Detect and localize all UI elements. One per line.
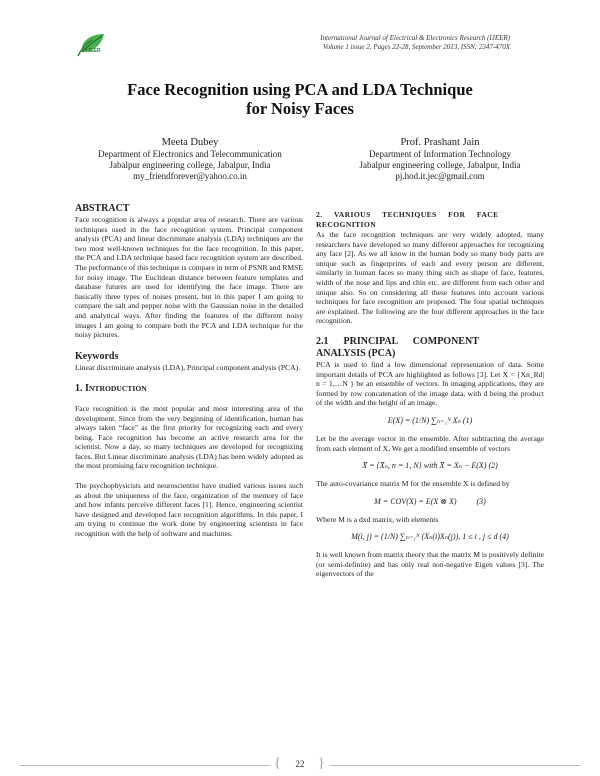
section21-heading-line1: 2.1 PRINCIPAL COMPONENT xyxy=(316,335,479,347)
section2-text: As the face recognition techniques are very widely adopted, many researchers have developed so many different approaches for recognizing any face [2]. As we all know in the human body so many body parts are unique such as fingerprints of each and every person are different, similarly in human faces so many thing such as shape of face, features, width of the nose and lips and chin etc. are different from each other and unique also. So on considering all these features into account various techniques for face recognition are proposed. The four spatial techniques are explained. The following are the four different approaches in the face recognition. xyxy=(316,230,544,326)
author-inst: Jabalpur engineering college, Jabalpur, India xyxy=(109,160,271,170)
equation-4: M(i, j) = (1/N) ∑ₙ₌₁ᴺ (Xₙ(i)Xₙ(j)), 1 ≤ i , j ≤ d (4) xyxy=(351,532,509,542)
intro-heading-rest: NTRODUCTION xyxy=(88,384,147,394)
page-number: 22 xyxy=(295,759,305,769)
abstract-text: Face recognition is always a popular area of research. There are various techniques used in the face recognition system. Principal component analysis (PCA) and linear discriminate analysis (LDA) techniques are the two most well-known techniques for the face recognition. In this paper, the PCA and LDA technique based face recognition system are described. The performance of this technique is compare in term of PSNR and RMSE for noisy image. The Euclidean distance between feature templates and database futures are used for identifying the face image. There are basically three types of noises present, but in this paper I am going to compare the salt and pepper noise with the Gaussian noise in the detailed and analytical ways. After finding the features of the different noisy images I am going to compare both the PCA and LDA technique for the noisy pictures. xyxy=(75,215,303,340)
equation-3: M = COV(X) = E(X ⊗ X) (3) xyxy=(374,496,486,506)
author-email[interactable]: my_friendforever@yahoo.co.in xyxy=(133,171,247,181)
section21-paragraph-2: Let be the average vector in the ensemble. After subtracting the average from each element of X, We get a modified ensemble of vectors xyxy=(316,433,544,453)
author-2 xyxy=(320,136,560,182)
intro-heading-num: 1. xyxy=(75,383,83,395)
intro-paragraph-2: The psychophysicists and neuroscientist have studied various issues such as about the uniqueness of the face, organization of the memory of face and how infants perceive different faces [1]. Hence, engineering scientist have designed and developed face recognition algorithms. In this paper, I am trying to continue the work done by engineering scientists in face recognition with the help of software and machines. xyxy=(75,481,303,539)
page-footer xyxy=(0,756,600,776)
footer-brace-right-icon: } xyxy=(318,756,325,771)
header-line-1: International Journal of Electrical & Electronics Research (IJEER) xyxy=(320,34,510,42)
journal-logo xyxy=(72,30,112,58)
author-email[interactable]: pj.hod.it.jec@gmail.com xyxy=(395,171,485,181)
intro-heading-first: I xyxy=(85,383,89,395)
section21-paragraph-4: Where M is a dxd matrix, with elements xyxy=(316,514,439,524)
section21-paragraph-3: The auto-covariance matrix M for the ensemble X is defined by xyxy=(316,479,510,489)
section2-heading-line2: RECOGNITION xyxy=(316,220,377,229)
keywords-text: Linear discriminate analysis (LDA), Principal component analysis (PCA). xyxy=(75,362,301,372)
section2-heading-line1: 2. VARIOUS TECHNIQUES FOR FACE xyxy=(316,210,499,219)
right-column xyxy=(316,210,544,579)
abstract-heading: ABSTRACT xyxy=(75,203,130,214)
footer-brace-left-icon: { xyxy=(274,756,281,771)
author-dept: Department of Information Technology xyxy=(369,149,511,159)
title-line-2: for Noisy Faces xyxy=(246,99,354,118)
author-name: Meeta Dubey xyxy=(161,137,219,148)
intro-paragraph-1: Face recognition is the most popular and most interesting area of the development. Since from the very beginning of identification, human has always taken “face” as the first priority for recognizing each and every being. Face recognition has become an active research area for the scientist. Now a day, so many techniques are developed for recognizing faces. But Linear discriminate analysis (LDA) has been widely adopted as the most promising face recognition technique. xyxy=(75,403,303,471)
equation-2: X̄ = {X̄ₙ, n = 1, N} with X̄ = Xₙ − E(X) (2) xyxy=(362,461,498,471)
author-inst: Jabalpur engineering college, Jabalpur, India xyxy=(359,160,521,170)
author-1 xyxy=(70,136,310,182)
equation-1: E(X) = (1/N) ∑ₙ₌₁ᴺ Xₙ (1) xyxy=(387,415,473,425)
intro-heading xyxy=(75,384,303,394)
journal-header xyxy=(190,34,510,52)
section21-paragraph-1: PCA is used to find a low dimensional representation of data. Some important details of PCA are highlighted as follows [3]. Let X = {Xn_Rd| n = 1,…N } be an ensemble of vectors. In imaging applications, they are formed by row concatenation of the image data, with d being the product of the width and the height of an image. xyxy=(316,359,544,408)
left-column xyxy=(75,203,303,539)
paper-title xyxy=(0,80,600,118)
section21-heading-line2: ANALYSIS (PCA) xyxy=(316,347,396,359)
title-line-1: Face Recognition using PCA and LDA Technique xyxy=(127,80,473,99)
keywords-heading: Keywords xyxy=(75,350,119,362)
footer-rule-right xyxy=(330,765,580,766)
author-name: Prof. Prashant Jain xyxy=(400,137,480,148)
header-line-2: Volume 1 issue 2, Pages 22-28, September 2013, ISSN: 2347-470X xyxy=(322,43,510,51)
logo-text: IJEER xyxy=(86,48,101,54)
section21-paragraph-5: It is well known from matrix theory that the matrix M is positively definite (or semi-definite) and has only real non-negative Eigen values [3]. The eigenvectors of the xyxy=(316,550,544,579)
author-dept: Department of Electronics and Telecommunication xyxy=(98,149,282,159)
